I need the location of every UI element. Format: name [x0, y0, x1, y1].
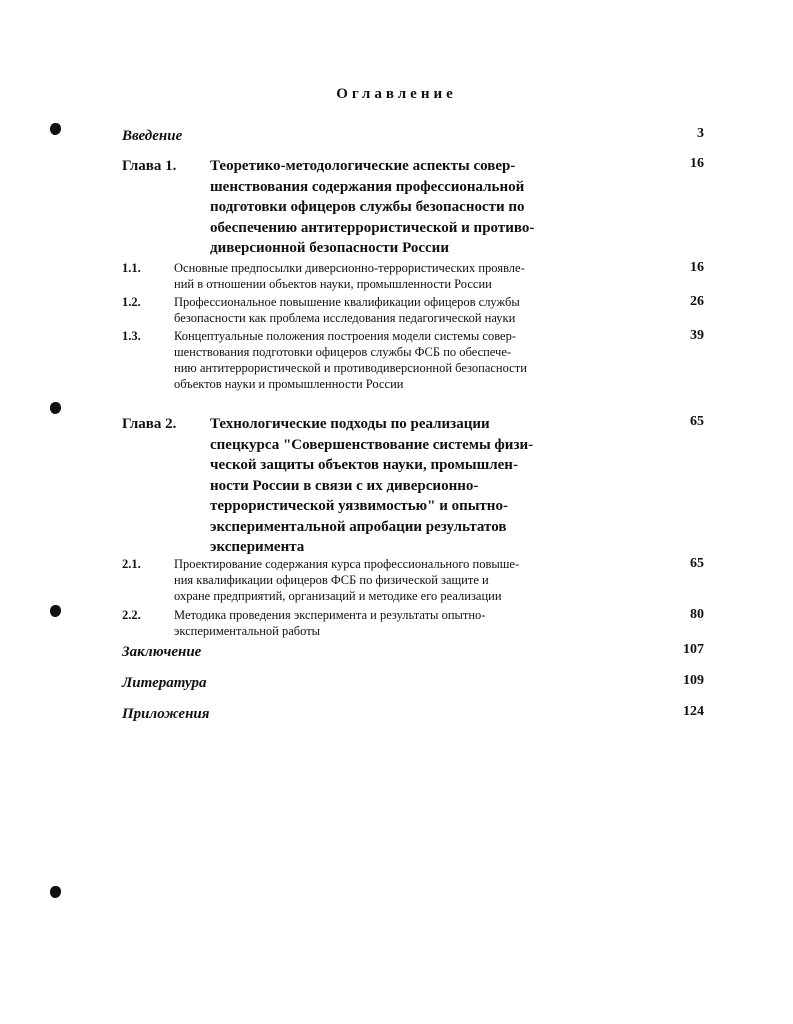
chapter-title-line: шенствования содержания профессиональной — [210, 178, 525, 195]
chapter-title-line: Теоретико-методологические аспекты совер- — [210, 158, 516, 174]
binder-hole-mark — [50, 402, 61, 414]
section-title-line: Основные предпосылки диверсионно-террористических проявле- — [174, 261, 525, 275]
section-title-line: ний в отношении объектов науки, промышленности России — [174, 277, 492, 291]
toc-page-number: 107 — [683, 642, 704, 657]
section-title-line: Концептуальные положения построения модели системы совер- — [174, 329, 516, 343]
toc-entry-intro[interactable] — [122, 126, 704, 146]
binder-hole-mark — [50, 123, 61, 135]
toc-entry-title: Приложения — [122, 706, 210, 722]
section-title-line: Методика проведения эксперимента и результаты опытно- — [174, 608, 486, 622]
toc-entry-literature[interactable] — [122, 673, 704, 693]
section-title-line: ния квалификации офицеров ФСБ по физической защите и — [174, 573, 489, 587]
toc-page-number: 3 — [697, 126, 704, 141]
toc-entry-title: Литература — [122, 675, 207, 691]
section-title — [174, 328, 614, 392]
section-title — [174, 607, 614, 639]
toc-entry-chapter-2[interactable] — [122, 414, 704, 558]
section-title-line: экспериментальной работы — [174, 624, 321, 638]
binder-hole-mark — [50, 605, 61, 617]
toc-page-number: 39 — [690, 328, 704, 343]
chapter-title-line: диверсионной безопасности России — [210, 240, 449, 256]
toc-page-number: 26 — [690, 294, 704, 309]
chapter-title-line: спецкурса "Совершенствование системы физи- — [210, 436, 534, 453]
chapter-label: Глава 1. — [122, 158, 177, 174]
toc-page-number: 124 — [683, 704, 704, 719]
section-title-line: Проектирование содержания курса профессионального повыше- — [174, 557, 520, 571]
toc-entry-title: Заключение — [122, 644, 202, 660]
chapter-title-line: эксперимента — [210, 539, 305, 555]
section-number: 2.2. — [122, 608, 141, 622]
page-title: Оглавление — [336, 86, 457, 102]
section-title-line: охране предприятий, организаций и методике его реализации — [174, 589, 502, 603]
binder-hole-mark — [50, 886, 61, 898]
toc-entry-chapter-1[interactable] — [122, 156, 704, 260]
section-title-line: нию антитеррористической и противодиверсионной безопасности — [174, 361, 527, 375]
chapter-label: Глава 2. — [122, 416, 177, 432]
chapter-title — [210, 414, 630, 558]
section-title-line: безопасности как проблема исследования педагогической науки — [174, 311, 516, 325]
toc-page-number: 16 — [690, 156, 704, 171]
toc-page-number: 16 — [690, 260, 704, 275]
chapter-title-line: ческой защиты объектов науки, промышлен- — [210, 457, 518, 473]
toc-entry-section-1-1[interactable] — [122, 260, 704, 292]
toc-page-number: 65 — [690, 414, 704, 429]
section-number: 2.1. — [122, 557, 141, 571]
chapter-title — [210, 156, 630, 259]
section-title — [174, 556, 614, 604]
section-title-line: объектов науки и промышленности России — [174, 377, 404, 391]
section-title-line: шенствования подготовки офицеров службы ФСБ по обеспече- — [174, 345, 512, 359]
toc-entry-section-1-3[interactable] — [122, 328, 704, 394]
toc-entry-conclusion[interactable] — [122, 642, 704, 662]
toc-entry-section-1-2[interactable] — [122, 294, 704, 326]
section-title-line: Профессиональное повышение квалификации офицеров службы — [174, 295, 520, 309]
section-title — [174, 260, 614, 292]
toc-entry-title: Введение — [122, 128, 183, 144]
toc-page-number: 65 — [690, 556, 704, 571]
toc-entry-section-2-1[interactable] — [122, 556, 704, 605]
section-number: 1.3. — [122, 329, 141, 343]
chapter-title-line: экспериментальной апробации результатов — [210, 518, 507, 535]
toc-entry-section-2-2[interactable] — [122, 607, 704, 639]
toc-entry-appendix[interactable] — [122, 704, 704, 724]
section-title — [174, 294, 614, 326]
section-number: 1.2. — [122, 295, 141, 309]
chapter-title-line: Технологические подходы по реализации — [210, 416, 490, 432]
chapter-title-line: террористической уязвимостью" и опытно- — [210, 498, 508, 514]
chapter-title-line: обеспечению антитеррористической и противо- — [210, 219, 535, 236]
section-number: 1.1. — [122, 261, 141, 275]
chapter-title-line: ности России в связи с их диверсионно- — [210, 477, 479, 494]
chapter-title-line: подготовки офицеров службы безопасности по — [210, 199, 525, 215]
toc-page-number: 80 — [690, 607, 704, 622]
toc-page-number: 109 — [683, 673, 704, 688]
